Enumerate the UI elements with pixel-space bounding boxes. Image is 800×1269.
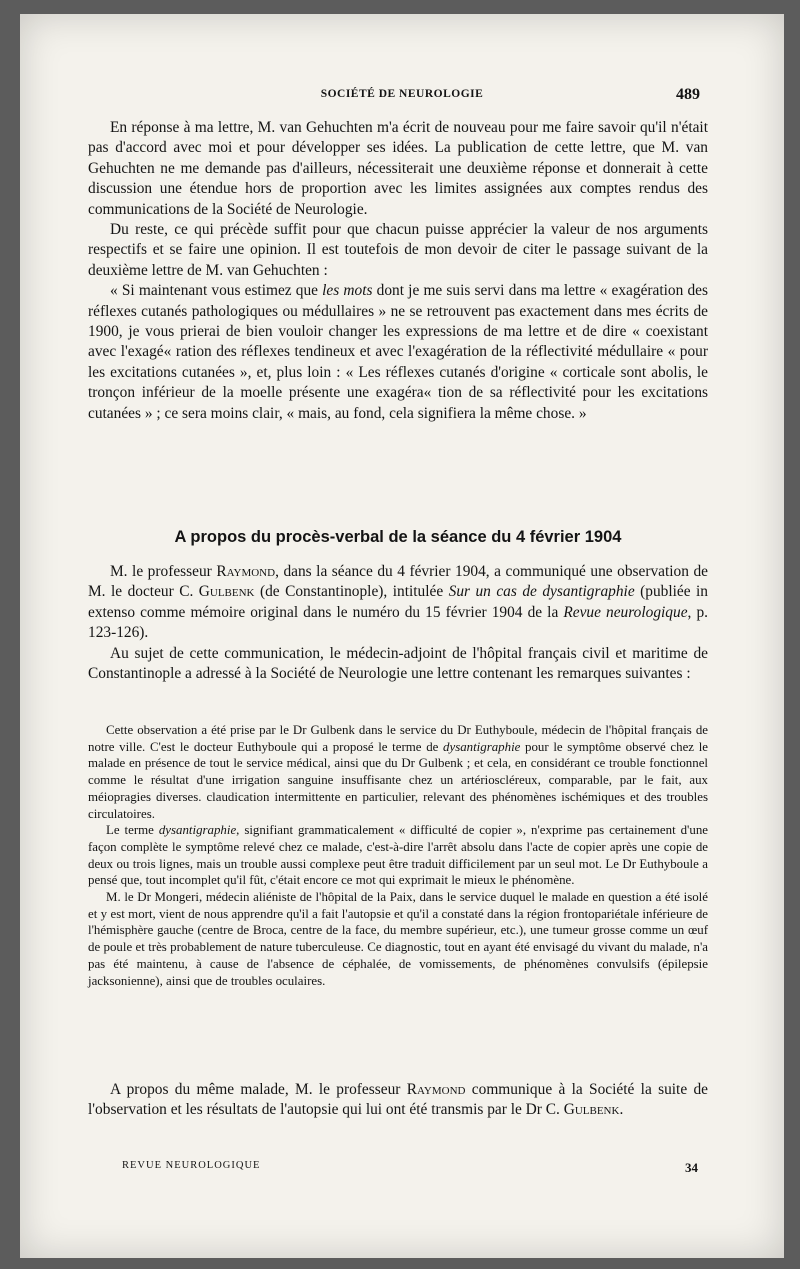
paragraph: En réponse à ma lettre, M. van Gehuchten m'a écrit de nouveau pour me faire savoir qu'il n'était pas d'accord avec moi et pour développer ses idées. La publication de cette lettre, que M. van Gehuchten ne me demande pas d'ailleurs, nécessiterait une deuxième réponse et donnerait à cette discussion une étendue hors de proportion avec les limites assignées aux comptes rendus des communications de la Société de Neurologie.	[88, 119, 708, 218]
paragraph: Au sujet de cette communication, le médecin-adjoint de l'hôpital français civil et maritime de Constantinople a adressé à la Société de Neurologie une lettre contenant les remarques suivantes :	[88, 644, 708, 683]
section-2-body	[88, 562, 708, 684]
text-run: , dans la séance du 4 février 1904, a communiqué une observation de M. le docteur C.	[88, 563, 708, 601]
text-run: , p. 123-126).	[88, 603, 708, 642]
letter-quotation	[88, 722, 708, 989]
text-run: Le terme	[106, 823, 159, 838]
paragraph	[88, 1080, 708, 1121]
author-name: Raymond	[216, 563, 276, 580]
text-run: communique à la Société la suite de l'observation et les résultats de l'autopsie qui lui ont été transmis par le Dr C.	[88, 1081, 708, 1119]
text-run: dont je me suis servi dans ma lettre « exagération des réflexes cutanés pathologiques ou médullaires » ne se retrouvent pas exactement dans mes écrits de 1900, je vous prierai de bien vouloir changer les expressions de ma lettre et de dire « coexistant avec l'exagé« ration des réflexes tendineux et avec l'exagération de la réflectivité médullaire « pour les excitations cutanées », et, plus loin : « Les réflexes cutanés d'origine « corticale sont abolis, le tronçon inférieur de la moelle présente une exagéra« tion de sa réflectivité pour les excitations cutanées » ; ce sera moins clair, « mais, au fond, cela signifiera la même chose. »	[88, 282, 708, 422]
page-number: 489	[676, 86, 700, 103]
signature-mark: 34	[685, 1160, 698, 1175]
text-run: Cette observation a été prise par le Dr Gulbenk dans le service du Dr Euthyboule, médecin de l'hôpital français de notre ville. C'est le docteur Euthyboule qui a proposé le terme de	[88, 723, 708, 754]
section-title: A propos du procès-verbal de la séance du 4 février 1904	[174, 528, 622, 546]
author-name: Gulbenk	[198, 583, 255, 601]
section-1-body	[88, 118, 708, 424]
letter-paragraph	[88, 822, 708, 889]
article-title: Sur un cas de dysantigraphie	[448, 583, 635, 601]
running-head: SOCIÉTÉ DE NEUROLOGIE	[320, 88, 484, 100]
book-page	[20, 14, 784, 1258]
author-name: Raymond	[406, 1081, 466, 1098]
emphasis: dysantigraphie	[443, 739, 521, 754]
emphasis: dysantigraphie	[158, 823, 237, 838]
text-run: A propos du même malade, M. le professeur	[110, 1081, 407, 1098]
closing-body	[88, 1080, 708, 1121]
text-run: , signifiant grammaticalement « difficulté de copier », n'exprime pas certainement d'une façon complète le symptôme relevé chez ce malade, c'est-à-dire l'arrêt absolu dans l'acte de copier après une copie de deux ou trois lignes, mais un trouble aussi complexe peut être traduit difficilement par un seul mot. Le Dr Euthyboule a pensé que, tout incomplet qu'il fût, c'était encore ce mot qui exprimait le mieux le phénomène.	[88, 823, 708, 888]
letter-paragraph: M. le Dr Mongeri, médecin aliéniste de l'hôpital de la Paix, dans le service duquel le malade en question a été isolé et y est mort, vient de nous apprendre qu'il a fait l'autopsie et qu'il a constaté dans la région frontopariétale inférieure de l'hémisphère gauche (centre de Broca, centre de la face, du membre supérieur, etc.), une tumeur grosse comme un œuf de poule et très probablement de nature tuberculeuse. Ce diagnostic, tout en ayant été envisagé du vivant du malade, n'a pas été maintenu, à cause de l'absence de céphalée, de vomissements, de phénomènes convulsifs (épilepsie jacksonienne), ainsi que de troubles oculaires.	[88, 890, 708, 988]
text-run: M. le professeur	[110, 563, 217, 580]
page-header	[20, 86, 784, 106]
page-footer	[88, 1160, 708, 1178]
journal-title: Revue neurologique	[563, 603, 688, 621]
text-run: (publiée in extenso comme mémoire original dans le numéro du 15 février 1904 de la	[88, 583, 709, 621]
text-run: .	[619, 1101, 624, 1119]
text-run: « Si maintenant vous estimez que	[110, 282, 323, 300]
author-name: Gulbenk	[563, 1101, 620, 1119]
text-run: (de Constantinople), intitulée	[254, 583, 449, 601]
emphasis: les mots	[322, 282, 373, 300]
quoted-paragraph	[88, 281, 708, 424]
text-run: pour le symptôme observé chez le malade en présence de tout le service médical, ainsi que du Dr Gulbenk ; et cela, en considérant ce trouble fonctionnel comme le résultat d'une irrigation sanguine insuffisante chez un artérioscléreux, comparable, par le fait, aux méiopragies diverses. claudication intermittente en particulier, relevant des phénomènes ischémiques et des troubles circulatoires.	[88, 739, 708, 821]
letter-paragraph	[88, 722, 708, 822]
paragraph	[88, 562, 708, 644]
paragraph: Du reste, ce qui précède suffit pour que chacun puisse apprécier la valeur de nos arguments respectifs et se faire une opinion. Il est toutefois de mon devoir de citer le passage suivant de la deuxième lettre de M. van Gehuchten :	[88, 221, 708, 279]
journal-name: REVUE NEUROLOGIQUE	[122, 1160, 261, 1171]
